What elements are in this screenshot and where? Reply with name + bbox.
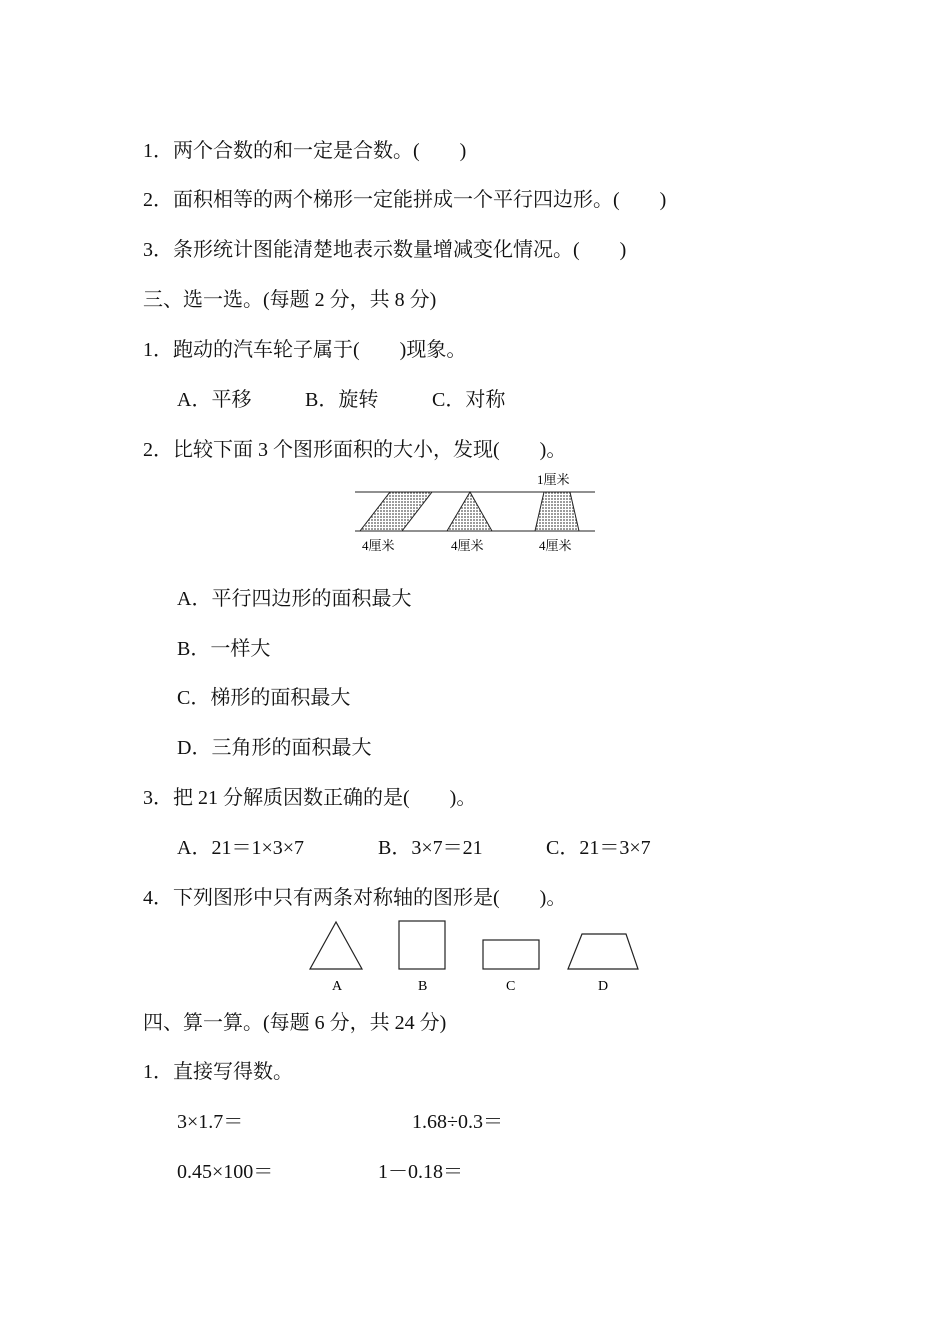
shape-label-d: D — [598, 979, 609, 994]
trapezoid-d-shape — [568, 934, 638, 969]
judge-item-1: 1．两个合数的和一定是合数。( ) — [143, 140, 467, 162]
q3-2-option-a: A．平行四边形的面积最大 — [177, 588, 412, 610]
trapezoid-base-label: 4厘米 — [539, 538, 572, 553]
q3-2-option-b: B．一样大 — [177, 638, 271, 660]
area-comparison-figure — [350, 468, 605, 560]
shape-label-c: C — [506, 979, 516, 994]
q3-2-stem: 2．比较下面 3 个图形面积的大小，发现( )。 — [143, 439, 567, 461]
parallelogram-shape — [360, 492, 432, 531]
rectangle-c-shape — [483, 940, 539, 969]
triangle-a-shape — [310, 922, 362, 969]
calc-item-4: 1－0.18＝ — [378, 1161, 463, 1183]
parallelogram-base-label: 4厘米 — [362, 538, 395, 553]
shape-label-a: A — [332, 979, 343, 994]
square-b-shape — [399, 921, 445, 969]
section-4-title: 四、算一算。(每题 6 分，共 24 分) — [143, 1012, 447, 1034]
q3-1-option-a: A．平移 — [177, 389, 252, 411]
q3-1-option-b: B．旋转 — [305, 389, 379, 411]
calc-item-3: 0.45×100＝ — [177, 1161, 274, 1183]
q3-2-option-d: D．三角形的面积最大 — [177, 737, 372, 759]
judge-item-2: 2．面积相等的两个梯形一定能拼成一个平行四边形。( ) — [143, 189, 667, 211]
q3-3-option-b: B．3×7＝21 — [378, 837, 483, 859]
calc-item-1: 3×1.7＝ — [177, 1111, 244, 1133]
calc-item-2: 1.68÷0.3＝ — [412, 1111, 503, 1133]
q3-4-stem: 4．下列图形中只有两条对称轴的图形是( )。 — [143, 887, 567, 909]
judge-item-3: 3．条形统计图能清楚地表示数量增减变化情况。( ) — [143, 239, 627, 261]
top-length-label: 1厘米 — [537, 472, 570, 487]
section-3-title: 三、选一选。(每题 2 分，共 8 分) — [143, 289, 437, 311]
trapezoid-shape — [535, 492, 579, 531]
q4-1-stem: 1．直接写得数。 — [143, 1061, 293, 1083]
triangle-shape — [447, 492, 492, 531]
symmetry-shapes-figure — [300, 914, 650, 996]
triangle-base-label: 4厘米 — [451, 538, 484, 553]
shape-label-b: B — [418, 979, 428, 994]
q3-3-stem: 3．把 21 分解质因数正确的是( )。 — [143, 787, 477, 809]
q3-2-option-c: C．梯形的面积最大 — [177, 687, 351, 709]
q3-3-option-c: C．21＝3×7 — [546, 837, 651, 859]
q3-3-option-a: A．21＝1×3×7 — [177, 837, 305, 859]
q3-1-stem: 1．跑动的汽车轮子属于( )现象。 — [143, 339, 467, 361]
q3-1-option-c: C．对称 — [432, 389, 506, 411]
